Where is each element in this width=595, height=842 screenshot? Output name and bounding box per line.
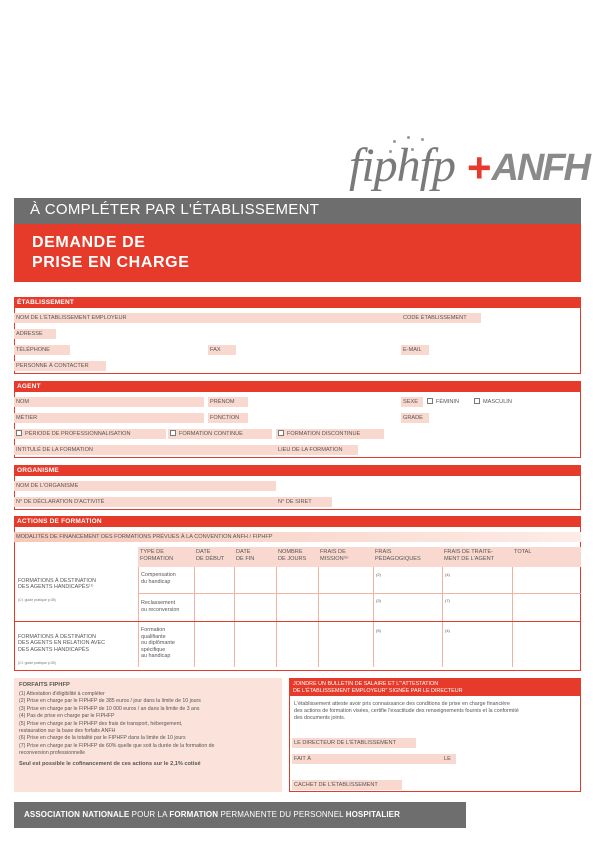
modalites-banner: MODALITÉS DE FINANCEMENT DES FORMATIONS PRÉVUES À LA CONVENTION ANFH / FIPHFP (14, 532, 581, 542)
nom-etablissement-field[interactable]: NOM DE L'ÉTABLISSEMENT EMPLOYEUR (14, 313, 402, 323)
attestation-text: L'établissement atteste avoir pris connaissance des conditions de prise en charge financière des actions de formation visées, certifie l'exactitude des renseignements fournis et la conformité des documents joints. (294, 701, 519, 721)
declaration-field[interactable]: N° DE DÉCLARATION D'ACTIVITÉ (14, 497, 276, 507)
discontinue-label: FORMATION DISCONTINUE (287, 431, 361, 437)
forfaits-line: (2) Prise en charge par le FIPHFP de 385 euros / jour dans la limite de 10 jours (19, 698, 201, 705)
logo-fiphfp: fiphfp (349, 139, 456, 192)
feminin-label: FÉMININ (436, 399, 459, 405)
footer-part: HOSPITALIER (345, 810, 400, 819)
discontinue-checkbox[interactable] (278, 430, 284, 436)
lieu-field[interactable]: LIEU DE LA FORMATION (276, 445, 358, 455)
section-actions-header: ACTIONS DE FORMATION (14, 516, 581, 527)
email-field[interactable]: E-MAIL (401, 345, 429, 355)
group-relation-label (18, 627, 136, 666)
table-divider (138, 593, 581, 594)
col-date-debut: DATE DE DÉBUT (194, 547, 234, 567)
row-qualifiante-tr-note: (4) (445, 628, 450, 633)
section-etablissement-header: ÉTABLISSEMENT (14, 297, 581, 308)
forfaits-line: (3) Prise en charge par le FIPHFP de 10 000 euros / an dans la limite de 3 ans (19, 705, 200, 712)
attestation-header: JOINDRE UN BULLETIN DE SALAIRE ET L'"ATTESTATION DE L'ÉTABLISSEMENT EMPLOYEUR" SIGNÉE PAR LE DIRECTEUR (290, 679, 580, 696)
masculin-label: MASCULIN (483, 399, 512, 405)
fonction-field[interactable]: FONCTION (208, 413, 248, 423)
row-compensation-type: Compensation du handicap (141, 572, 176, 585)
periode-label: PÉRIODE DE PROFESSIONNALISATION (25, 431, 131, 437)
col-frais-traitement: FRAIS DE TRAITE- MENT DE L'AGENT (442, 547, 512, 567)
prenom-field[interactable]: PRÉNOM (208, 397, 248, 407)
periode-option[interactable] (14, 429, 166, 439)
cachet-field[interactable]: CACHET DE L'ÉTABLISSEMENT (292, 780, 402, 790)
col-total: TOTAL (512, 547, 581, 567)
sexe-label: SEXE (401, 397, 423, 407)
col-type: TYPE DE FORMATION (138, 547, 194, 567)
continue-option[interactable] (168, 429, 272, 439)
intitule-field[interactable]: INTITULÉ DE LA FORMATION (14, 445, 276, 455)
fait-a-field[interactable]: FAIT À (292, 754, 442, 764)
row-qualifiante-ped-note: (5) (376, 628, 381, 633)
group-handicapes-label (18, 571, 136, 604)
logo-anfh: ANFH (491, 147, 589, 189)
table-divider (234, 567, 235, 667)
directeur-field[interactable]: LE DIRECTEUR DE L'ÉTABLISSEMENT (292, 738, 416, 748)
page-title: DEMANDE DE PRISE EN CHARGE (32, 234, 190, 271)
feminin-checkbox[interactable] (427, 398, 433, 404)
table-divider (138, 567, 139, 667)
telephone-field[interactable]: TÉLÉPHONE (14, 345, 70, 355)
row-qualifiante-type: Formation qualifiante ou diplômante spécifique au handicap (141, 627, 175, 659)
group-relation-note: (Cf. guide pratique p.08) (18, 660, 56, 665)
table-divider (442, 567, 443, 667)
fiphfp-anfh-logo (349, 136, 589, 196)
discontinue-option[interactable] (276, 429, 384, 439)
forfaits-box (14, 678, 282, 792)
row-reclassement-ped-note: (3) (376, 598, 381, 603)
forfaits-line: (4) Pas de prise en charge par le FIPHFP (19, 713, 115, 720)
fax-field[interactable]: FAX (208, 345, 236, 355)
attestation-box (289, 678, 581, 792)
footer-part: POUR LA (129, 810, 170, 819)
section-agent-header: AGENT (14, 381, 581, 392)
continue-checkbox[interactable] (170, 430, 176, 436)
section-organisme-header: ORGANISME (14, 465, 581, 476)
group-relation-text: FORMATIONS À DESTINATION DES AGENTS EN RELATION AVEC DES AGENTS HANDICAPÉS (18, 633, 105, 653)
col-date-fin: DATE DE FIN (234, 547, 276, 567)
table-divider (512, 567, 513, 667)
table-divider (318, 567, 319, 667)
forfaits-line: (1) Attestation d'éligibilité à compléter (19, 691, 105, 697)
header-band (14, 198, 581, 224)
group-handicapes-note: (Cf. guide pratique p.08) (18, 598, 56, 602)
forfaits-line: (6) Prise en charge de la totalité par le FIPHFP dans la limite de 10 jours (19, 735, 186, 742)
forfaits-line: reconversion professionnelle (19, 750, 86, 757)
col-frais-mission: FRAIS DE MISSION⁽⁶⁾ (318, 547, 373, 567)
continue-label: FORMATION CONTINUE (179, 431, 243, 437)
footer-band (14, 802, 466, 828)
row-reclassement-type: Reclassement ou reconversion (141, 600, 180, 613)
table-divider (14, 621, 581, 622)
periode-checkbox[interactable] (16, 430, 22, 436)
forfaits-line: (7) Prise en charge par le FIPHFP de 60% quelle que soit la durée de la formation de (19, 742, 215, 749)
date-field[interactable]: LE (442, 754, 456, 764)
siret-field[interactable]: N° DE SIRET (276, 497, 332, 507)
metier-field[interactable]: MÉTIER (14, 413, 204, 423)
contact-field[interactable]: PERSONNE À CONTACTER (14, 361, 106, 371)
footer-part: PERMANENTE DU PERSONNEL (218, 810, 346, 819)
table-divider (194, 567, 195, 667)
forfaits-line: restauration sur la base des forfaits ANFH (19, 728, 116, 735)
row-compensation-tr-note: (4) (445, 572, 450, 577)
table-divider (276, 567, 277, 667)
logo-plus: + (467, 144, 492, 191)
adresse-field[interactable]: ADRESSE (14, 329, 56, 339)
title-band (14, 224, 581, 282)
grade-field[interactable]: GRADE (401, 413, 429, 423)
forfaits-cofinancement: Seul est possible le cofinancement de ces actions sur le 2,1% cotisé (19, 760, 201, 767)
footer-part: FORMATION (169, 810, 219, 819)
nom-organisme-field[interactable]: NOM DE L'ORGANISME (14, 481, 276, 491)
table-divider (373, 567, 374, 667)
nom-field[interactable]: NOM (14, 397, 204, 407)
row-compensation-ped-note: (2) (376, 572, 381, 577)
forfaits-line: (5) Prise en charge par le FIPHFP des frais de transport, hébergement, (19, 720, 183, 727)
col-nombre-jours: NOMBRE DE JOURS (276, 547, 318, 567)
header-band-text: À COMPLÉTER PAR L'ÉTABLISSEMENT (30, 201, 320, 218)
feminin-option[interactable] (427, 397, 459, 407)
group-handicapes-text: FORMATIONS À DESTINATION DES AGENTS HANDICAPÉS⁽¹⁾ (18, 577, 96, 590)
masculin-option[interactable] (474, 397, 512, 407)
forfaits-title: FORFAITS FIPHFP (19, 682, 70, 688)
masculin-checkbox[interactable] (474, 398, 480, 404)
col-frais-pedagogiques: FRAIS PÉDAGOGIQUES (373, 547, 442, 567)
footer-part: ASSOCIATION NATIONALE (24, 810, 130, 819)
row-reclassement-tr-note: (7) (445, 598, 450, 603)
code-etablissement-field[interactable]: CODE ÉTABLISSEMENT (401, 313, 481, 323)
